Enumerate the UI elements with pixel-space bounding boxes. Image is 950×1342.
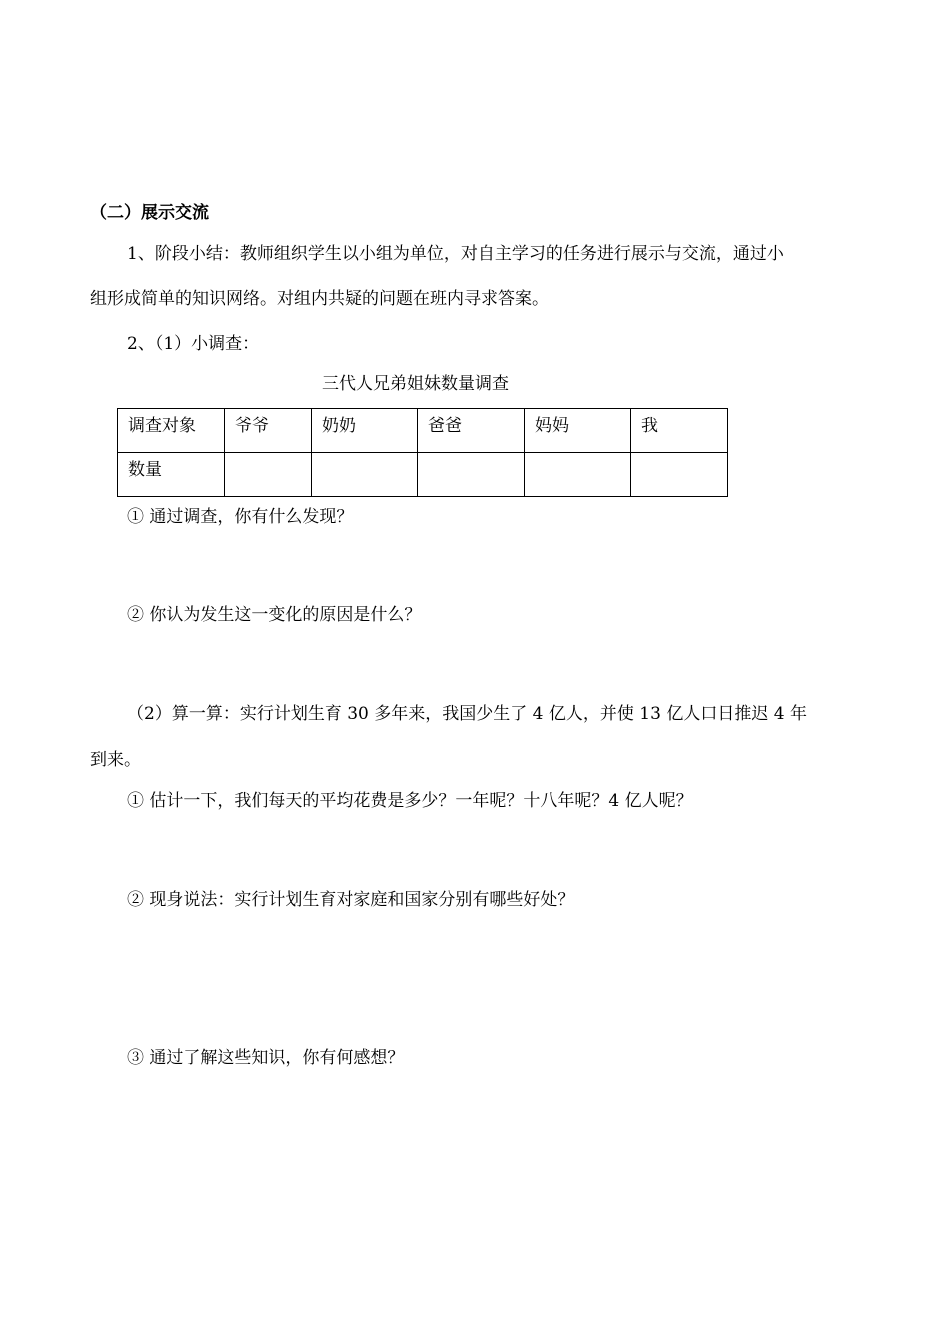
table-cell: 调查对象 bbox=[118, 409, 225, 453]
part1-question-1: ① 通过调查，你有什么发现？ bbox=[127, 507, 354, 527]
table-row bbox=[118, 409, 728, 453]
table-cell: 爸爸 bbox=[418, 409, 525, 453]
table-cell: 我 bbox=[631, 409, 728, 453]
table-cell: 奶奶 bbox=[312, 409, 418, 453]
survey-table bbox=[117, 408, 728, 497]
part2-question-2: ② 现身说法：实行计划生育对家庭和国家分别有哪些好处？ bbox=[127, 890, 575, 910]
part2-line2: 到来。 bbox=[90, 750, 141, 770]
table-cell-empty bbox=[418, 453, 525, 497]
part2-line1: （2）算一算：实行计划生育 30 多年来，我国少生了 4 亿人，并使 13 亿人口日推迟 4 年 bbox=[127, 704, 807, 724]
item1-line2: 组形成简单的知识网络。对组内共疑的问题在班内寻求答案。 bbox=[90, 289, 549, 309]
table-row bbox=[118, 453, 728, 497]
part1-question-2: ② 你认为发生这一变化的原因是什么？ bbox=[127, 605, 422, 625]
table-cell: 妈妈 bbox=[525, 409, 631, 453]
table-cell: 数量 bbox=[118, 453, 225, 497]
survey-title: 三代人兄弟姐妹数量调查 bbox=[322, 374, 509, 394]
table-cell-empty bbox=[225, 453, 312, 497]
section-heading: （二）展示交流 bbox=[90, 203, 209, 223]
part2-question-1: ① 估计一下，我们每天的平均花费是多少？一年呢？十八年呢？4 亿人呢？ bbox=[127, 791, 693, 811]
table-cell-empty bbox=[631, 453, 728, 497]
table-cell-empty bbox=[525, 453, 631, 497]
table-cell: 爷爷 bbox=[225, 409, 312, 453]
item2-label: 2、（1）小调查： bbox=[127, 334, 260, 354]
table-cell-empty bbox=[312, 453, 418, 497]
item1-line1: 1、阶段小结：教师组织学生以小组为单位，对自主学习的任务进行展示与交流，通过小 bbox=[127, 244, 784, 264]
part2-question-3: ③ 通过了解这些知识，你有何感想？ bbox=[127, 1048, 405, 1068]
